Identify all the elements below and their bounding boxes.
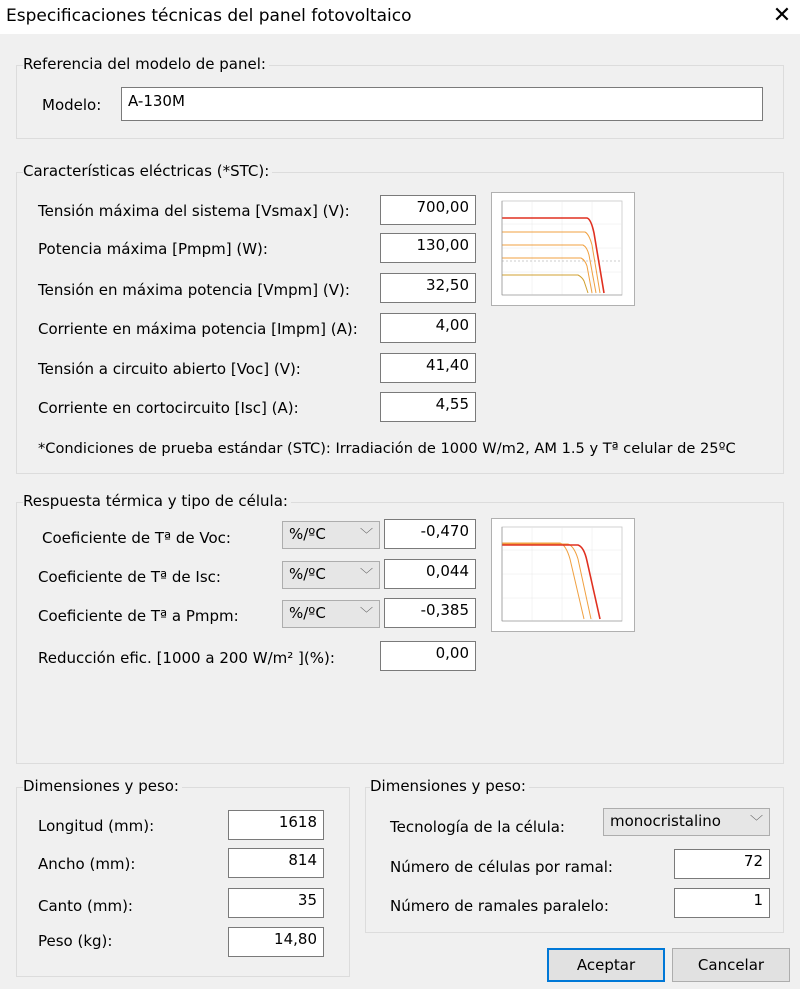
- length-label: Longitud (mm):: [38, 817, 155, 835]
- voc-coef-input[interactable]: -0,470: [384, 519, 476, 549]
- iv-curve-thumbnail: [491, 192, 635, 306]
- width-input[interactable]: 814: [228, 848, 324, 878]
- cells-per-string-label: Número de células por ramal:: [390, 858, 613, 876]
- reduction-input[interactable]: 0,00: [380, 641, 476, 671]
- pmpm-coef-unit-value: %/ºC: [289, 604, 326, 622]
- chevron-down-icon: ﹀: [749, 815, 763, 830]
- voc-coef-unit-select[interactable]: [282, 521, 380, 549]
- reduction-label: Reducción efic. [1000 a 200 W/m² ](%):: [38, 649, 335, 667]
- voc-coef-unit-value: %/ºC: [289, 525, 326, 543]
- accept-button[interactable]: Aceptar: [547, 948, 665, 982]
- pmpm-input[interactable]: 130,00: [380, 233, 476, 263]
- close-icon[interactable]: ✕: [772, 3, 792, 28]
- thermal-curve-thumbnail: [491, 518, 635, 632]
- pmpm-coef-label: Coeficiente de Tª a Pmpm:: [38, 607, 239, 625]
- pmpm-label: Potencia máxima [Pmpm] (W):: [38, 240, 268, 258]
- width-label: Ancho (mm):: [38, 855, 136, 873]
- stc-note: *Condiciones de prueba estándar (STC): Irradiación de 1000 W/m2, AM 1.5 y Tª celular de 25ºC: [38, 440, 736, 457]
- isc-label: Corriente en cortocircuito [Isc] (A):: [38, 399, 299, 417]
- pmpm-coef-input[interactable]: -0,385: [384, 598, 476, 628]
- cells-legend: Dimensiones y peso:: [370, 777, 529, 795]
- isc-coef-unit-select[interactable]: [282, 561, 380, 589]
- impm-label: Corriente en máxima potencia [Impm] (A):: [38, 320, 358, 338]
- vsmax-label: Tensión máxima del sistema [Vsmax] (V):: [38, 202, 350, 220]
- depth-label: Canto (mm):: [38, 897, 133, 915]
- vmpm-label: Tensión en máxima potencia [Vmpm] (V):: [38, 281, 350, 299]
- dimensions-legend: Dimensiones y peso:: [23, 777, 182, 795]
- technology-value: monocristalino: [610, 812, 721, 830]
- parallel-strings-input[interactable]: 1: [674, 888, 770, 918]
- window-title: Especificaciones técnicas del panel fotovoltaico: [6, 6, 412, 26]
- isc-coef-label: Coeficiente de Tª de Isc:: [38, 568, 221, 586]
- thermal-legend: Respuesta térmica y tipo de célula:: [23, 492, 291, 510]
- voc-coef-label: Coeficiente de Tª de Voc:: [42, 529, 231, 547]
- isc-coef-input[interactable]: 0,044: [384, 559, 476, 589]
- technology-select[interactable]: [603, 808, 770, 836]
- pmpm-coef-unit-select[interactable]: [282, 600, 380, 628]
- chevron-down-icon: ﹀: [359, 568, 373, 583]
- voc-input[interactable]: 41,40: [380, 353, 476, 383]
- vsmax-input[interactable]: 700,00: [380, 195, 476, 225]
- parallel-strings-label: Número de ramales paralelo:: [390, 897, 609, 915]
- model-legend: Referencia del modelo de panel:: [23, 55, 269, 73]
- chevron-down-icon: ﹀: [359, 528, 373, 543]
- isc-coef-unit-value: %/ºC: [289, 565, 326, 583]
- weight-label: Peso (kg):: [38, 932, 113, 950]
- model-input[interactable]: A-130M: [121, 87, 763, 121]
- depth-input[interactable]: 35: [228, 888, 324, 918]
- electrical-legend: Características eléctricas (*STC):: [23, 162, 272, 180]
- length-input[interactable]: 1618: [228, 810, 324, 840]
- vmpm-input[interactable]: 32,50: [380, 273, 476, 303]
- model-label: Modelo:: [42, 96, 102, 114]
- chevron-down-icon: ﹀: [359, 607, 373, 622]
- weight-input[interactable]: 14,80: [228, 927, 324, 957]
- voc-label: Tensión a circuito abierto [Voc] (V):: [38, 360, 301, 378]
- impm-input[interactable]: 4,00: [380, 313, 476, 343]
- cells-per-string-input[interactable]: 72: [674, 849, 770, 879]
- cancel-button[interactable]: Cancelar: [672, 948, 790, 982]
- isc-input[interactable]: 4,55: [380, 392, 476, 422]
- technology-label: Tecnología de la célula:: [390, 818, 565, 836]
